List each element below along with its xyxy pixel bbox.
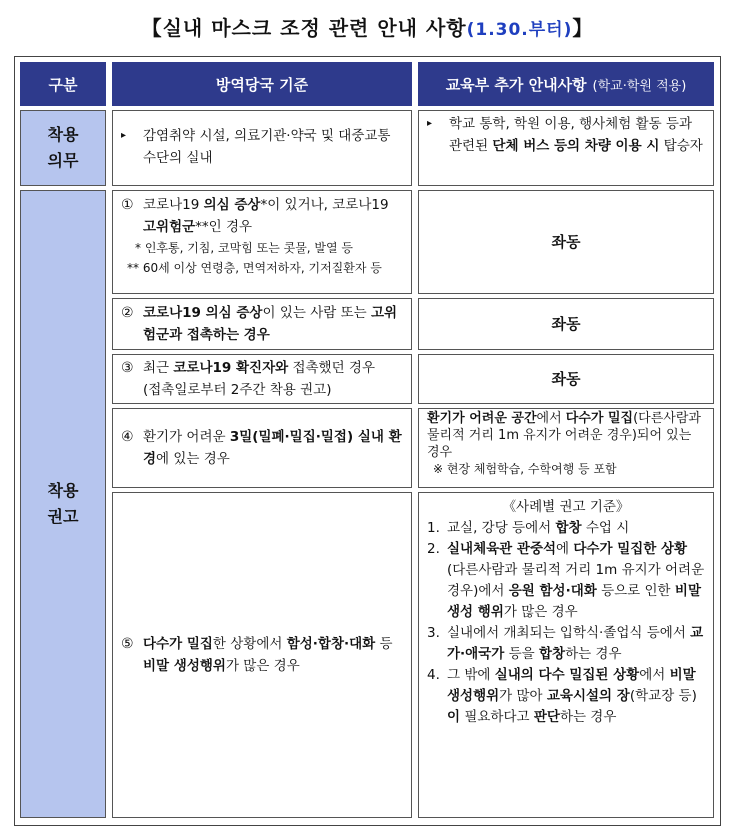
title-close: 】: [572, 16, 594, 40]
header-category: 구분: [20, 62, 106, 106]
row4-authority-cell: ④ 환기가 어려운 3밀(밀폐·밀집·밀접) 실내 환경에 있는 경우: [112, 408, 412, 488]
row4-education-cell: 환기가 어려운 공간에서 다수가 밀집(다른사람과 물리적 거리 1m 유지가 어려운 경우)되어 있는 경우 ※ 현장 체험학습, 수학여행 등 포함: [418, 408, 714, 488]
mandatory-authority-text: 감염취약 시설, 의료기관·약국 및 대중교통수단의 실내: [143, 128, 391, 166]
row3-authority-cell: ③ 최근 코로나19 확진자와 접촉했던 경우 (접촉일로부터 2주간 착용 권고): [112, 354, 412, 404]
row3-education-cell: 좌동: [418, 354, 714, 404]
cases-title: 《사례별 권고 기준》: [502, 499, 630, 515]
case-4: 4. 그 밖에 실내의 다수 밀집된 상황에서 비말 생성행위가 많아 교육시설의 장(학교장 등)이 필요하다고 판단하는 경우: [427, 667, 697, 725]
bullet-icon: ▸: [427, 118, 433, 129]
row5-authority-cell: ⑤ 다수가 밀집한 상황에서 함성·합창·대화 등 비말 생성행위가 많은 경우: [112, 492, 412, 818]
header-authority: 방역당국 기준: [112, 62, 412, 106]
row4-note: ※ 현장 체험학습, 수학여행 등 포함: [433, 462, 617, 476]
case-1: 1. 교실, 강당 등에서 합창 수업 시: [427, 520, 630, 536]
row2-authority-cell: ② 코로나19 의심 증상이 있는 사람 또는 고위험군과 접촉하는 경우: [112, 298, 412, 350]
row1-note2: ** 60세 이상 연령층, 면역저하자, 기저질환자 등: [127, 261, 382, 275]
title-date: (1.30.부터): [466, 20, 573, 40]
row2-education-cell: 좌동: [418, 298, 714, 350]
case-3: 3. 실내에서 개최되는 입학식·졸업식 등에서 교가·애국가 등을 합창하는 경우: [427, 625, 704, 662]
row1-note1: * 인후통, 기침, 코막힘 또는 콧물, 발열 등: [135, 241, 354, 255]
title-main: 【실내 마스크 조정 관련 안내 사항: [141, 16, 467, 40]
page-title: [0, 12, 735, 41]
row1-authority-cell: ① 코로나19 의심 증상*이 있거나, 코로나19 고위험군**인 경우 * 인후통, 기침, 코막힘 또는 콧물, 발열 등 ** 60세 이상 연령층, 면역저하자, 기저질환자 등: [112, 190, 412, 294]
bullet-icon: ▸: [121, 130, 127, 141]
header-education: 교육부 추가 안내사항 (학교·학원 적용): [418, 62, 714, 106]
row5-education-cell: [418, 492, 714, 818]
section-mandatory: 착용 의무: [20, 110, 106, 186]
mandatory-authority-cell: [112, 110, 412, 186]
case-2: 2. 실내체육관 관중석에 다수가 밀집한 상황(다른사람과 물리적 거리 1m 유지가 어려운 경우)에서 응원 함성·대화 등으로 인한 비말 생성 행위가 많은 경우: [427, 541, 705, 620]
section-recommend: 착용 권고: [20, 190, 106, 818]
row1-education-cell: 좌동: [418, 190, 714, 294]
mandatory-education-cell: ▸ 학교 통학, 학원 이용, 행사체험 활동 등과 관련된 단체 버스 등의 차량 이용 시 탑승자: [418, 110, 714, 186]
